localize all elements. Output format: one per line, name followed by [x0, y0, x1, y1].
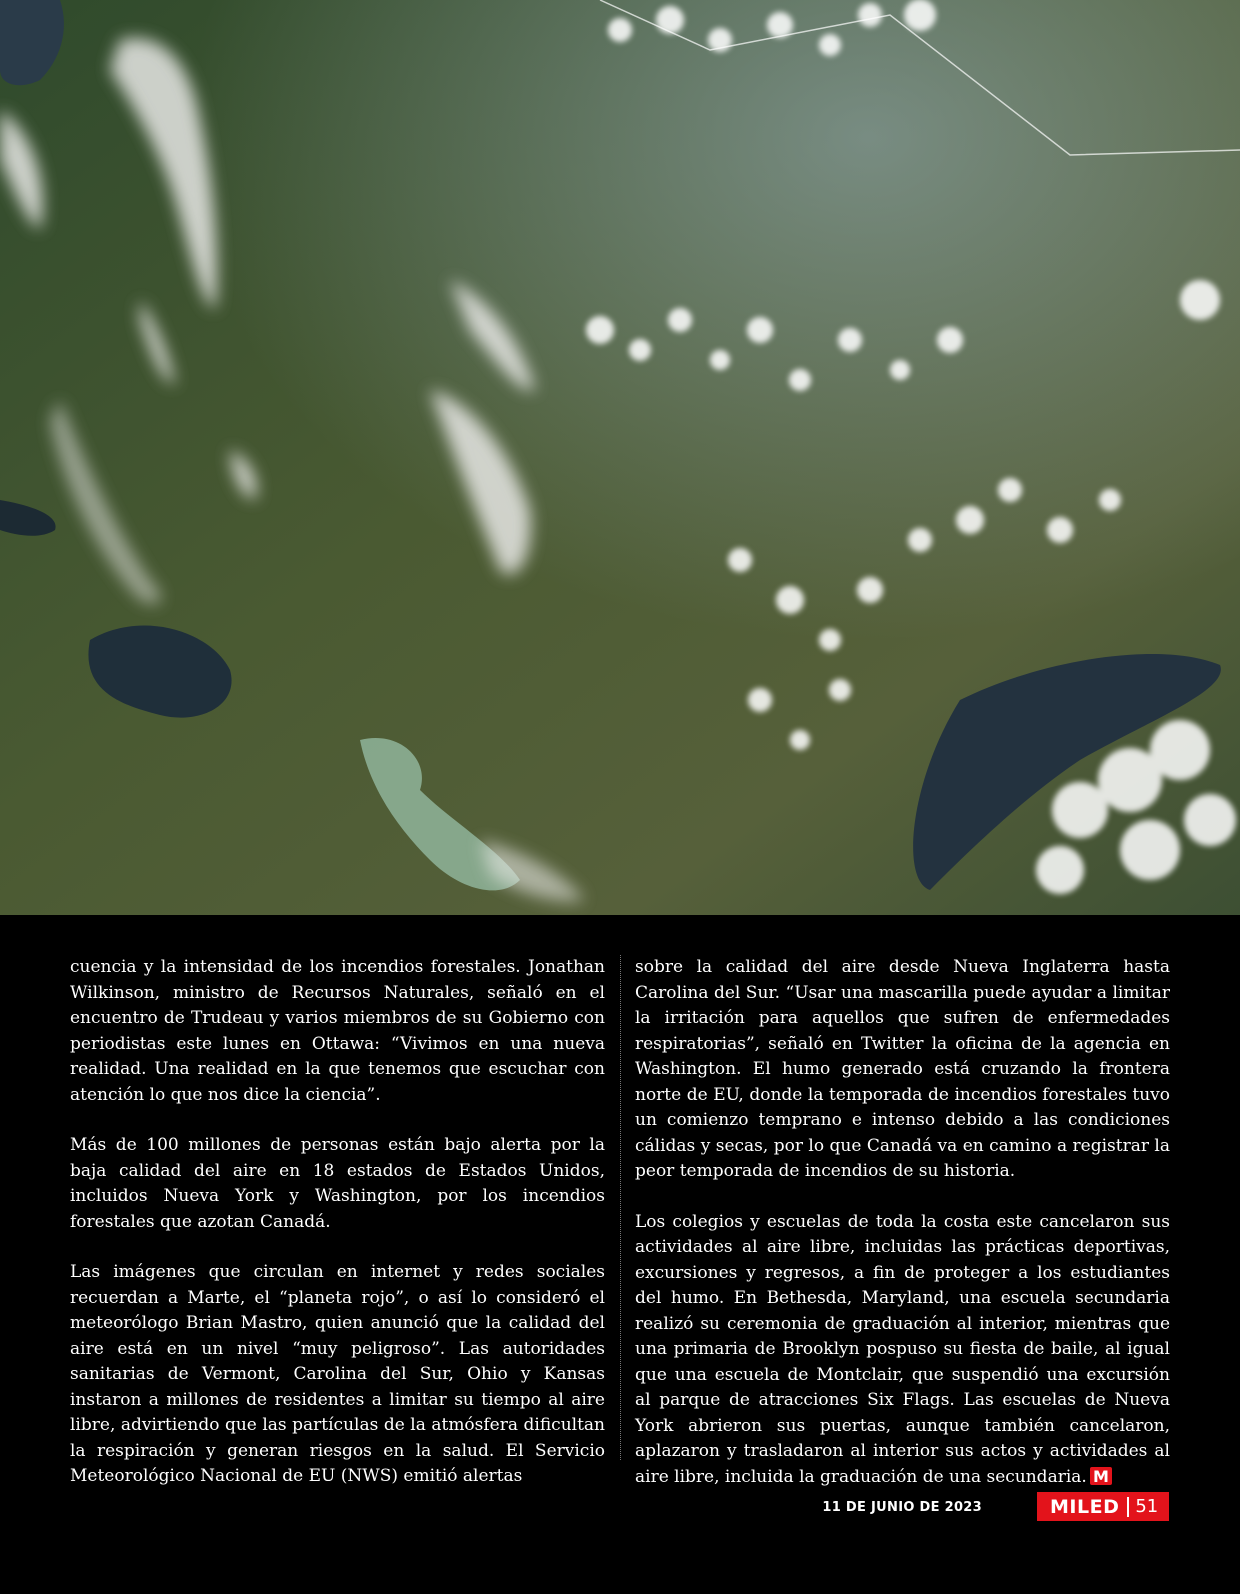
article-paragraph-last	[635, 1210, 1170, 1491]
article-body	[70, 955, 1170, 1487]
article-paragraph-text: Los colegios y escuelas de toda la costa este cancelaron sus actividades al aire libre, incluidas las prácticas deportivas, excursiones y regresos, a fin de proteger a los estudiantes del humo. En Bethesda, Maryland, una escuela secundaria realizó su ceremonia de graduación al interior, mientras que una primaria de Brooklyn pospuso su fiesta de baile, al igual que una escuela de Montclair, que suspendió una excursión al parque de atracciones Six Flags. Las escuelas de Nueva York abrieron sus puertas, aunque también cancelaron, aplazaron y trasladaron al interior sus actos y actividades al aire libre, incluida la graduación de una secundaria.	[635, 1211, 1170, 1487]
article-paragraph: sobre la calidad del aire desde Nueva Inglaterra hasta Carolina del Sur. “Usar una mascarilla puede ayudar a limitar la irritación para aquellos que sufren de enfermedades respiratorias”, señaló en Twitter la oficina de la agencia en Washington. El humo generado está cruzando la frontera norte de EU, donde la temporada de incendios forestales tuvo un comienzo temprano e intenso debido a las condiciones cálidas y secas, por lo que Canadá va en camino a registrar la peor temporada de incendios de su historia.	[635, 957, 1170, 1181]
article-paragraph: cuencia y la intensidad de los incendios forestales. Jonathan Wilkinson, ministro de Recursos Naturales, señaló en el encuentro de Trudeau y varios miembros de su Gobierno con periodistas este lunes en Ottawa: “Vivimos en una nueva realidad. Una realidad en la que tenemos que escuchar con atención lo que nos dice la ciencia”.	[70, 957, 605, 1105]
miled-end-mark-icon	[1090, 1467, 1112, 1485]
article-paragraph: Las imágenes que circulan en internet y redes sociales recuerdan a Marte, el “planeta rojo”, o así lo consideró el meteorólogo Brian Mastro, quien anunció que la calidad del aire está en un nivel “muy peligroso”. Las autoridades sanitarias de Vermont, Carolina del Sur, Ohio y Kansas instaron a millones de residentes a limitar su tiempo al aire libre, advirtiendo que las partículas de la atmósfera dificultan la respiración y generan riesgos en la salud. El Servicio Meteorológico Nacional de EU (NWS) emitió alertas	[70, 1262, 605, 1486]
brand-name: MILED	[1050, 1495, 1120, 1518]
issue-date: 11 DE JUNIO DE 2023	[822, 1500, 982, 1515]
page-number: 51	[1135, 1496, 1159, 1517]
end-mark-letter: M	[1092, 1466, 1109, 1485]
article-paragraph: Más de 100 millones de personas están bajo alerta por la baja calidad del aire en 18 estados de Estados Unidos, incluidos Nueva York y Washington, por los incendios forestales que azotan Canadá.	[70, 1135, 605, 1232]
brand-badge	[1037, 1492, 1169, 1521]
article-column-left	[70, 955, 605, 1490]
brand-separator	[1127, 1497, 1129, 1517]
column-divider	[620, 955, 621, 1460]
page-footer	[0, 1492, 1240, 1522]
article-column-right	[635, 955, 1170, 1490]
